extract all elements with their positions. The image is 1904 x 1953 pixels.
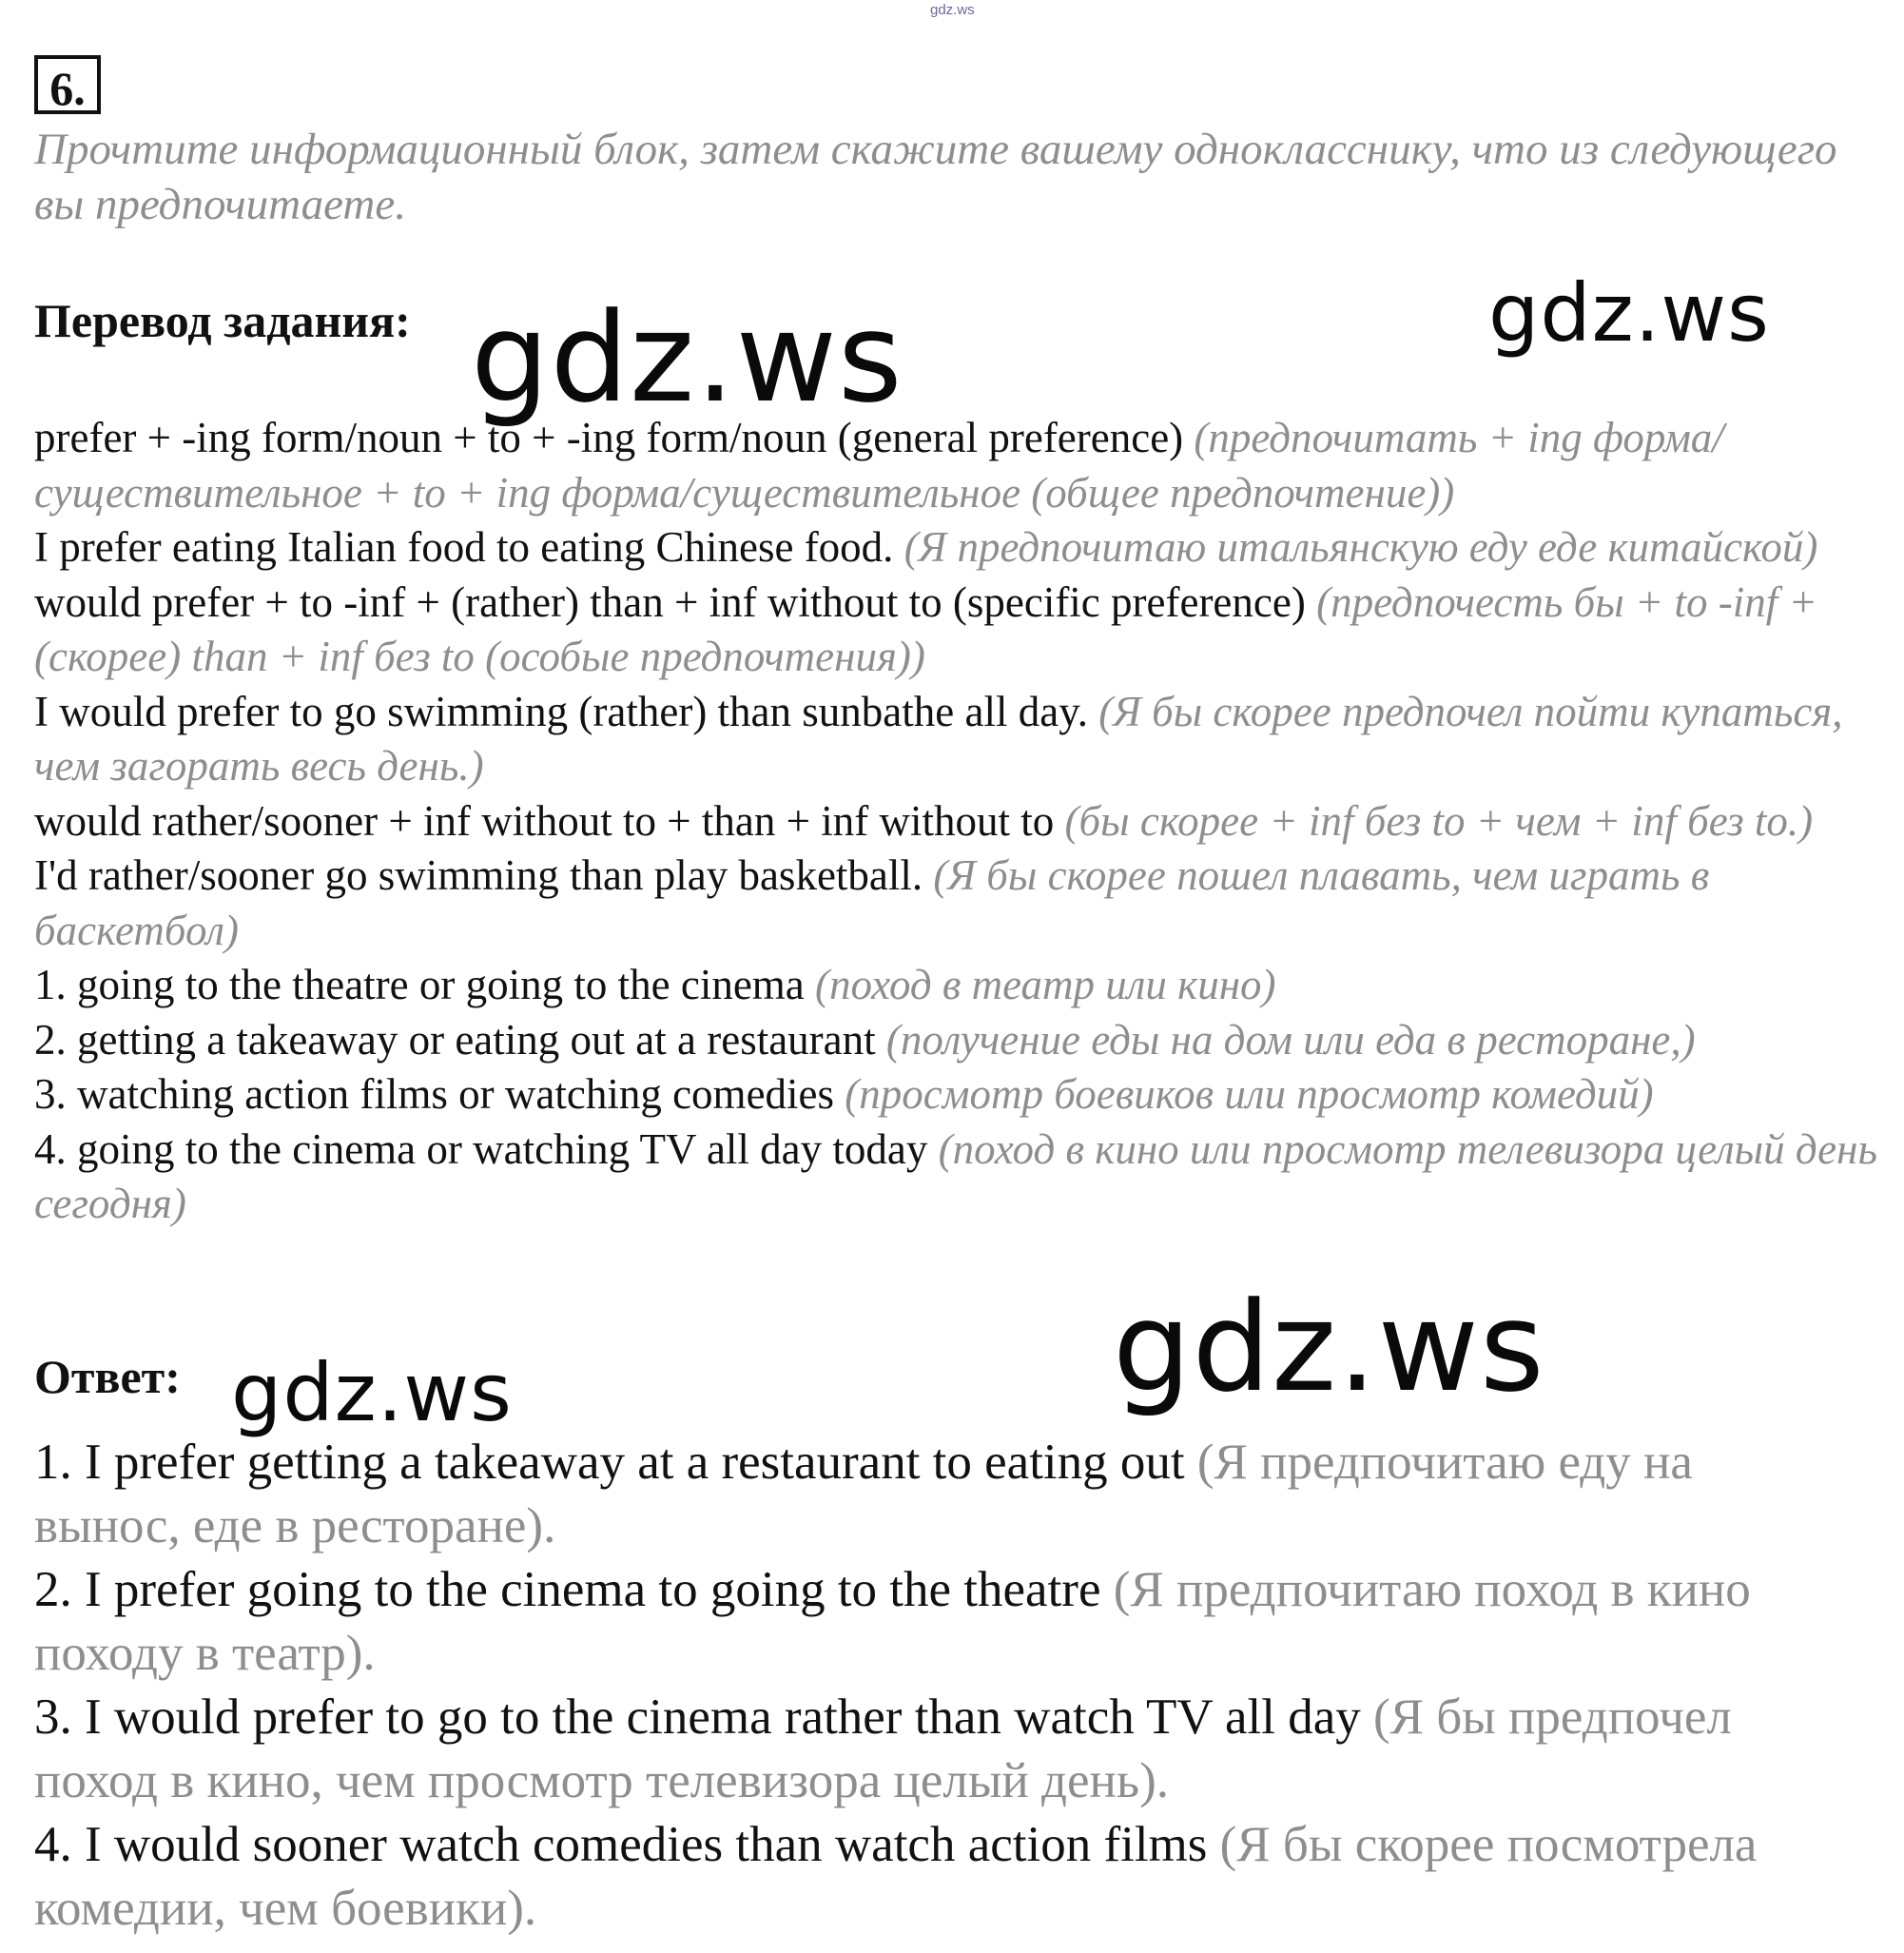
task-number-box: 6. — [34, 55, 101, 114]
option-line — [34, 1123, 1889, 1232]
rule-en: prefer + -ing form/noun + to + -ing form/noun (general preference) — [34, 414, 1184, 461]
rule-ru: (предпочесть бы + to -inf + (скорее) than + inf без to (особые предпочтения)) — [34, 577, 1817, 680]
rule-en: I would prefer to go swimming (rather) than sunbathe all day. — [34, 687, 1089, 735]
task-instruction: Прочтите информационный блок, затем скажите вашему однокласснику, что из следующего вы предпочитаете. — [34, 125, 1837, 229]
option-ru: (просмотр боевиков или просмотр комедий) — [845, 1070, 1654, 1118]
top-site-mark: gdz.ws — [930, 2, 975, 18]
rule-line — [34, 794, 1889, 850]
rule-line — [34, 685, 1889, 794]
translation-heading: Перевод задания: — [34, 294, 411, 347]
rule-ru: (предпочитать + ing форма/существительное + to + ing форма/существительное (общее предпочтение)) — [34, 414, 1724, 517]
option-line — [34, 1067, 1889, 1123]
answer-line — [34, 1558, 1803, 1686]
rule-line — [34, 520, 1889, 576]
answer-line — [34, 1686, 1803, 1813]
rule-line — [34, 849, 1889, 958]
option-en: 2. getting a takeaway or eating out at a restaurant — [34, 1015, 876, 1064]
watermark: gdz.ws — [1488, 266, 1770, 360]
option-line — [34, 958, 1889, 1013]
answer-en: 4. I would sooner watch comedies than watch action films — [34, 1817, 1208, 1872]
watermark: gdz.ws — [471, 285, 903, 430]
rule-en: would prefer + to -inf + (rather) than + inf without to (specific preference) — [34, 577, 1306, 626]
option-ru: (поход в театр или кино) — [815, 961, 1276, 1008]
rule-ru: (бы скорее + inf без to + чем + inf без to.) — [1064, 796, 1814, 845]
answer-en: 2. I prefer going to the cinema to going to the theatre — [34, 1562, 1101, 1617]
option-line — [34, 1013, 1889, 1068]
answer-ru: (Я бы скорее посмотрела комедии, чем боевики). — [34, 1817, 1758, 1936]
answer-line — [34, 1431, 1803, 1558]
answer-line — [34, 1813, 1803, 1941]
rule-ru: (Я бы скорее пошел плавать, чем играть в баскетбол) — [34, 851, 1710, 954]
option-ru: (поход в кино или просмотр телевизора целый день сегодня) — [34, 1124, 1877, 1227]
option-ru: (получение еды на дом или еда в ресторане,) — [885, 1015, 1696, 1064]
rules-block — [34, 411, 1889, 1232]
answer-en: 3. I would prefer to go to the cinema rather than watch TV all day — [34, 1689, 1361, 1745]
rule-ru: (Я бы скорее предпочел пойти купаться, чем загорать весь день.) — [34, 687, 1843, 790]
option-en: 3. watching action films or watching comedies — [34, 1070, 835, 1118]
answer-ru: (Я предпочитаю поход в кино походу в театр). — [34, 1562, 1751, 1681]
rule-en: I'd rather/sooner go swimming than play basketball. — [34, 851, 923, 899]
answer-ru: (Я бы предпочел поход в кино, чем просмотр телевизора целый день). — [34, 1689, 1732, 1808]
answer-en: 1. I prefer getting a takeaway at a restaurant to eating out — [34, 1435, 1185, 1490]
answer-heading: Ответ: — [34, 1350, 181, 1403]
rule-line — [34, 411, 1889, 520]
rule-line — [34, 576, 1889, 685]
option-en: 4. going to the cinema or watching TV all day today — [34, 1124, 928, 1173]
answers-block — [34, 1431, 1803, 1941]
option-en: 1. going to the theatre or going to the cinema — [34, 961, 805, 1008]
answer-ru: (Я предпочитаю еду на вынос, еде в ресторане). — [34, 1435, 1693, 1553]
watermark: gdz.ws — [231, 1346, 513, 1439]
rule-ru: (Я предпочитаю итальянскую еду еде китайской) — [903, 523, 1818, 571]
rule-en: I prefer eating Italian food to eating Chinese food. — [34, 523, 894, 571]
rule-en: would rather/sooner + inf without to + than + inf without to — [34, 796, 1055, 845]
watermark: gdz.ws — [1113, 1275, 1545, 1419]
